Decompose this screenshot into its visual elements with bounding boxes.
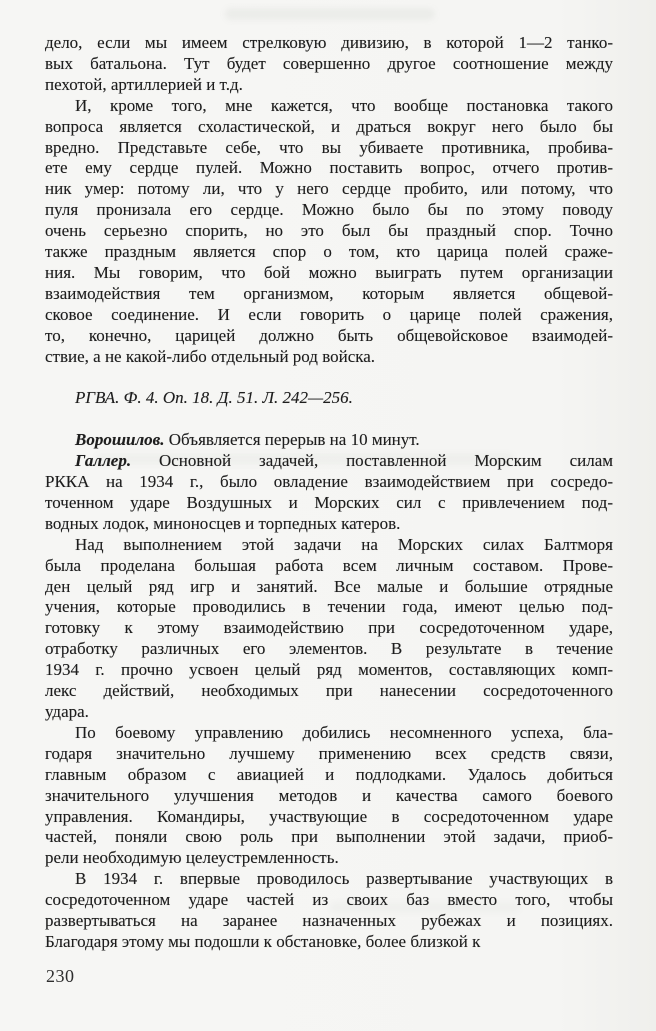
text-line: также праздным является спор о том, кто царица полей сраже- [45, 242, 613, 262]
paragraph-spacer [45, 368, 613, 389]
page-number: 230 [46, 966, 75, 986]
speaker-name: Галлер. [75, 451, 132, 471]
text-column [45, 33, 613, 953]
text-line: водных лодок, миноносцев и торпедных катеров. [45, 513, 401, 533]
paragraph [45, 96, 613, 368]
text-line: учения, которые проводились в течении года, имеют целью под- [45, 597, 613, 617]
text-line: рели необходимую целеустремленность. [45, 848, 339, 868]
text-line: ден целый ряд игр и занятий. Все малые и большие отрядные [45, 576, 613, 596]
paragraph-spacer [45, 409, 613, 430]
text-line: управления. Командиры, участвующие в сосредоточенном ударе [45, 806, 613, 826]
paragraph [45, 430, 613, 451]
paragraph [45, 535, 613, 723]
archival-reference [45, 388, 613, 409]
speaker-name: Ворошилов. [75, 430, 165, 450]
text-line: Благодаря этому мы подошли к обстановке, более близкой к [45, 931, 481, 951]
text-line: сосредоточенном ударе частей из своих баз вместо того, чтобы [45, 890, 613, 910]
text-line: была проделана большая работа всем личным составом. Прове- [45, 555, 613, 575]
text-line: ник умер: потому ли, что у него сердце пробито, или потому, что [45, 179, 613, 199]
text-line: значительного улучшения методов и качества самого боевого [45, 785, 613, 805]
paragraph [45, 869, 613, 953]
text-line: Над выполнением этой задачи на Морских силах Балтморя [75, 534, 613, 554]
text-line: ствие, а не какой-либо отдельный род войска. [45, 346, 376, 366]
text-line: 1934 г. прочно усвоен целый ряд моментов, составляющих комп- [45, 660, 613, 680]
text-line: развертываться на заранее назначенных рубежах и позициях. [45, 911, 613, 931]
text-line: готовку к этому взаимодействию при сосредоточенном ударе, [45, 618, 613, 638]
text-line: вредно. Представьте себе, что вы убиваете противника, пробива- [45, 137, 613, 157]
text-line: главным образом с авиацией и подлодками. Удалось добиться [45, 764, 613, 784]
text-line: вопроса является схоластической, и драться вокруг него было бы [45, 116, 613, 136]
text-line: ния. Мы говорим, что бой можно выиграть путем организации [45, 262, 613, 282]
text-line: годаря значительно лучшему применению всех средств связи, [45, 743, 613, 763]
paragraph [45, 723, 613, 869]
text-line: пехотой, артиллерией и т.д. [45, 74, 243, 94]
text-line: РККА на 1934 г., было овладение взаимодействием при сосредо- [45, 472, 613, 491]
text-line: пуля пронизала его сердце. Можно было бы по этому поводу [45, 200, 613, 220]
text-line: По боевому управлению добились несомненного успеха, бла- [75, 722, 613, 742]
text-line: точенном ударе Воздушных и Морских сил с привлечением под- [45, 492, 613, 512]
text-line: РГВА. Ф. 4. Оп. 18. Д. 51. Л. 242—256. [75, 388, 353, 408]
paragraph [45, 33, 613, 96]
text-line: И, кроме того, мне кажется, что вообще постановка такого [75, 95, 613, 115]
text-line: лекс действий, необходимых при нанесении сосредоточенного [45, 681, 613, 701]
text-line: ете ему сердце пулей. Можно поставить вопрос, отчего против- [45, 158, 613, 178]
text-line: взаимодействия тем организмом, которым является общевой- [45, 283, 613, 303]
text-line: вых батальона. Тут будет совершенно другое соотношение между [45, 53, 613, 73]
text-line: дело, если мы имеем стрелковую дивизию, в которой 1—2 танко- [45, 33, 613, 52]
text-line: очень серьезно спорить, но это был бы праздный спор. Точно [45, 221, 613, 241]
paragraph [45, 451, 613, 535]
text-line: В 1934 г. впервые проводилось развертывание участвующих в [75, 869, 613, 889]
text-line: то, конечно, царицей должно быть общевойсковое взаимодей- [45, 325, 613, 345]
text-line: Ворошилов. Объявляется перерыв на 10 минут. [75, 430, 420, 450]
text-line: Галлер. Основной задачей, поставленной Морским силам [75, 451, 613, 471]
text-line: удара. [45, 701, 89, 721]
text-line: отработку различных его элементов. В результате в течение [45, 639, 613, 659]
scan-bleedthrough-smudge [225, 8, 435, 20]
text-line: сковое соединение. И если говорить о царице полей сражения, [45, 304, 613, 324]
text-line: частей, поняли свою роль при выполнении этой задачи, приоб- [45, 827, 613, 847]
